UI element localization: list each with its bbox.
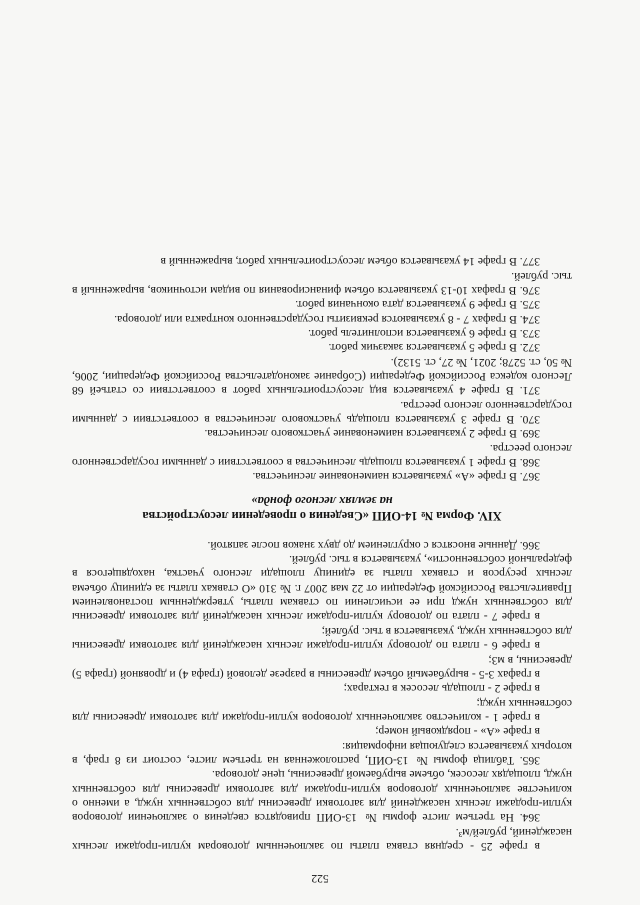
section-title: [72, 493, 572, 523]
paragraph-377: 377. В графе 14 указывается объем лесоустроительных работ, выраженный в: [160, 255, 540, 269]
paragraph-374: 374. В графах 7 - 8 указываются реквизиты государственного контракта или договора.: [114, 312, 540, 326]
paragraph-366: 366. Данные вносятся с округлением до двух знаков после запятой.: [207, 538, 540, 552]
paragraph-365-column-6: в графе 6 - плата по договору купли-продажи лесных насаждений для заготовки древесины для собственных нужд, указывается в тыс. рублей;: [72, 624, 572, 653]
paragraph-369: 369. В графе 2 указывается наименование участкового лесничества.: [204, 427, 540, 441]
paragraph-370: 370. В графе 3 указывается площадь участкового лесничества в соответствии с данными государственного лесного реестра.: [72, 398, 572, 427]
paragraph-365-column-7: в графе 7 - плата по договору купли-продажи лесных насаждений для заготовки древесины для собственных нужд при ее исчислении по ставкам платы, утвержденным постановлением Правительства Российской Федерации от 22 мая 2007 г. № 310 «О ставках платы за единицу объема лесных ресурсов и ставках платы за единицу площади лесного участка, находящегося в федеральной собственности», указывается в тыс. рублей.: [72, 553, 572, 624]
paragraph-375: 375. В графе 9 указывается дата окончания работ.: [295, 298, 540, 312]
section-title-line2: на землях лесного фонда»: [251, 494, 393, 509]
paragraph-365-column-1: в графе 1 - количество заключенных договоров купли-продажи для заготовки древесины для собственных нужд;: [72, 696, 572, 724]
paragraph-365-column-2: в графе 2 - площадь лесосек в гектарах;: [343, 682, 540, 696]
document-body: [72, 254, 572, 853]
paragraph-368: 368. В графе 1 указывается площадь лесничества в соответствии с данными государственного лесного реестра.: [72, 441, 572, 470]
paragraph-371: 371. В графе 4 указывается вид лесоустроительных работ в соответствии со статьей 68 Лесного кодекса Российской Федерации (Собрание законодательства Российской Федерации, 2006, № 50, ст. 5278; 2021, № 27, ст. 5132).: [72, 355, 572, 398]
paragraph-365: 365. Таблица формы № 13-ОИП, расположенная на третьем листе, состоит из 8 граф, в которых указывается следующая информация:: [72, 739, 572, 767]
paragraph-365-columns-3-5: в графах 3-5 - вырубаемый объем древесины в разрезе деловой (графа 4) и дровяной (графа 5) древесины, в м3;: [72, 653, 572, 681]
paragraph-column-25: в графе 25 - средняя ставка платы по заключенным договорам купли-продажи лесных насаждений, рублей/м³.: [72, 825, 572, 853]
paragraph-376: 376. В графах 10-13 указывается объем финансирования по видам источников, выраженный в тыс. рублей.: [72, 269, 572, 297]
section-title-line1: XIV. Форма № 14-ОИП «Сведения о проведении лесоустройства: [142, 509, 502, 524]
paragraph-373: 373. В графе 6 указывается исполнитель работ.: [308, 327, 540, 340]
paragraph-364: 364. На третьем листе формы № 13-ОИП приводятся сведения о заключении договоров купли-продажи лесных насаждений для заготовки древесины для собственных нужд, а именно о количестве заключенных договоров купли-продажи для заготовки древесины для собственных нужд, площадях лесосек, объеме вырубаемой древесины, цене договора.: [72, 768, 572, 825]
paragraph-365-column-a: в графе «А» - порядковый номер;: [375, 725, 540, 739]
page-number: 522: [311, 872, 329, 885]
paragraph-367: 367. В графе «А» указывается наименование лесничества.: [252, 470, 540, 484]
paragraph-372: 372. В графе 5 указывается заказчик работ.: [328, 341, 540, 355]
